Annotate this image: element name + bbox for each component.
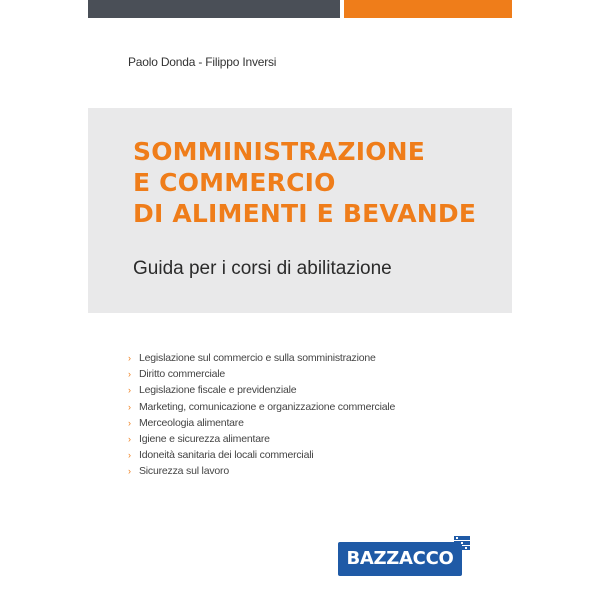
topic-label: Merceologia alimentare	[139, 416, 244, 429]
topic-item	[128, 463, 395, 479]
book-subtitle: Guida per i corsi di abilitazione	[133, 258, 392, 279]
title-line: DI ALIMENTI E BEVANDE	[133, 199, 477, 228]
bullet-icon: ›	[128, 450, 131, 461]
title-line: SOMMINISTRAZIONE	[133, 137, 426, 166]
bullet-icon: ›	[128, 353, 131, 363]
topic-item	[128, 415, 395, 431]
topic-label: Marketing, comunicazione e organizzazione commerciale	[139, 400, 396, 413]
publisher-logo	[338, 536, 470, 576]
topic-label: Legislazione sul commercio e sulla somministrazione	[139, 352, 376, 364]
top-bar-gray	[88, 0, 340, 18]
book-cover	[88, 0, 512, 600]
bullet-icon: ›	[128, 401, 131, 412]
topic-label: Igiene e sicurezza alimentare	[139, 433, 270, 446]
topic-item	[128, 399, 395, 415]
topic-item	[128, 431, 395, 447]
title-panel	[88, 108, 512, 313]
topic-label: Idoneità sanitaria dei locali commerciali	[139, 449, 314, 462]
topic-item	[128, 382, 395, 398]
top-bar-orange	[344, 0, 512, 18]
topics-list	[128, 350, 395, 480]
bullet-icon: ›	[128, 434, 131, 445]
book-title	[133, 136, 476, 229]
topic-label: Legislazione fiscale e previdenziale	[139, 384, 297, 397]
books-icon	[454, 536, 472, 570]
topic-label: Sicurezza sul lavoro	[139, 465, 229, 478]
bullet-icon: ›	[128, 466, 131, 477]
publisher-name: BAZZACCO	[346, 548, 454, 569]
title-line: E COMMERCIO	[133, 168, 336, 197]
topic-item	[128, 447, 395, 463]
bullet-icon: ›	[128, 369, 131, 380]
topic-item	[128, 366, 395, 382]
authors: Paolo Donda - Filippo Inversi	[128, 55, 277, 69]
bullet-icon: ›	[128, 417, 131, 428]
topic-item	[128, 350, 395, 366]
bullet-icon: ›	[128, 385, 131, 396]
topic-label: Diritto commerciale	[139, 368, 226, 381]
